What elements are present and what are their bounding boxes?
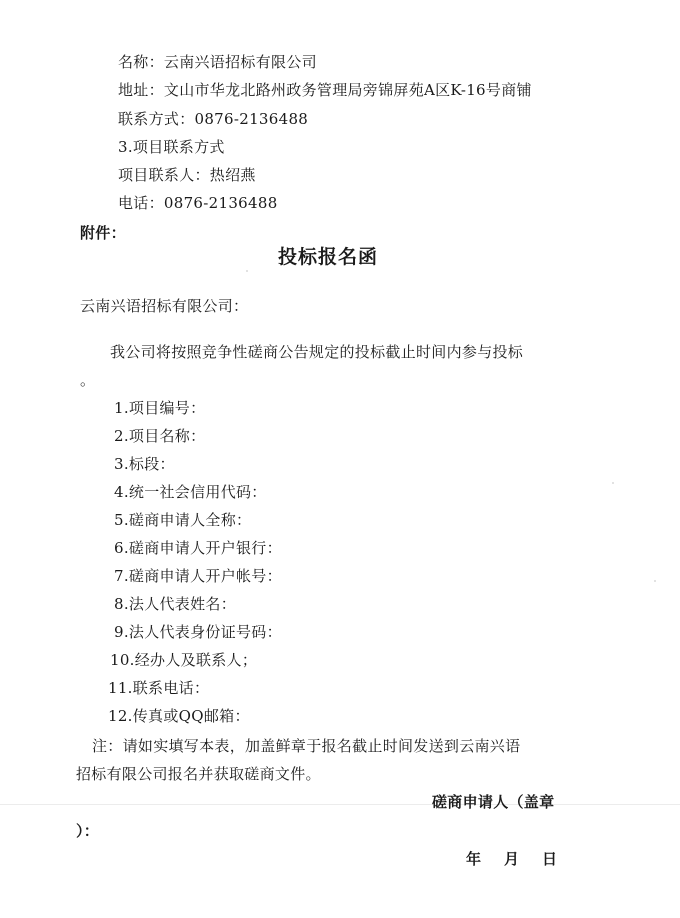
- company-contact-line: 联系方式：0876-2136488: [118, 110, 309, 128]
- form-field-item: 5.磋商申请人全称：: [114, 511, 252, 529]
- form-field-item: 8.法人代表姓名：: [114, 595, 237, 613]
- form-title: 投标报名函: [278, 246, 379, 268]
- form-addressee: 云南兴语招标有限公司：: [80, 297, 249, 315]
- scan-speck: [654, 580, 656, 582]
- form-field-item: 12.传真或QQ邮箱：: [108, 707, 250, 725]
- form-intro-line-2: 。: [80, 371, 96, 389]
- form-note-line-2: 招标有限公司报名并获取磋商文件。: [76, 765, 321, 783]
- scan-speck: [612, 482, 614, 484]
- project-contact-heading: 3.项目联系方式: [118, 138, 225, 156]
- form-field-item: 9.法人代表身份证号码：: [114, 623, 282, 641]
- form-field-item: 1.项目编号：: [114, 399, 206, 417]
- form-intro-line-1: 我公司将按照竞争性磋商公告规定的投标截止时间内参与投标: [110, 343, 524, 361]
- company-name-line: 名称：云南兴语招标有限公司: [118, 53, 317, 71]
- project-contact-phone: 电话：0876-2136488: [118, 194, 278, 212]
- form-field-item: 11.联系电话：: [108, 679, 210, 697]
- scan-artifact-rule: [0, 804, 680, 805]
- signature-line-2: ）：: [76, 822, 100, 840]
- form-note-line-1: 注：请如实填写本表，加盖鲜章于报名截止时间发送到云南兴语: [92, 737, 521, 755]
- form-field-item: 10.经办人及联系人；: [110, 651, 258, 669]
- project-contact-person: 项目联系人：热绍燕: [118, 166, 256, 184]
- attachment-label: 附件：: [80, 224, 126, 242]
- scan-speck: [246, 270, 248, 272]
- form-field-item: 3.标段：: [114, 455, 175, 473]
- signature-line-1: 磋商申请人（盖章: [432, 793, 555, 811]
- form-field-item: 4.统一社会信用代码：: [114, 483, 267, 501]
- form-field-item: 6.磋商申请人开户银行：: [114, 539, 282, 557]
- date-line: 年 月 日: [466, 850, 562, 868]
- form-field-item: 2.项目名称：: [114, 427, 206, 445]
- form-field-item: 7.磋商申请人开户帐号：: [114, 567, 282, 585]
- company-address-line: 地址：文山市华龙北路州政务管理局旁锦屏苑A区K-16号商铺: [118, 81, 532, 99]
